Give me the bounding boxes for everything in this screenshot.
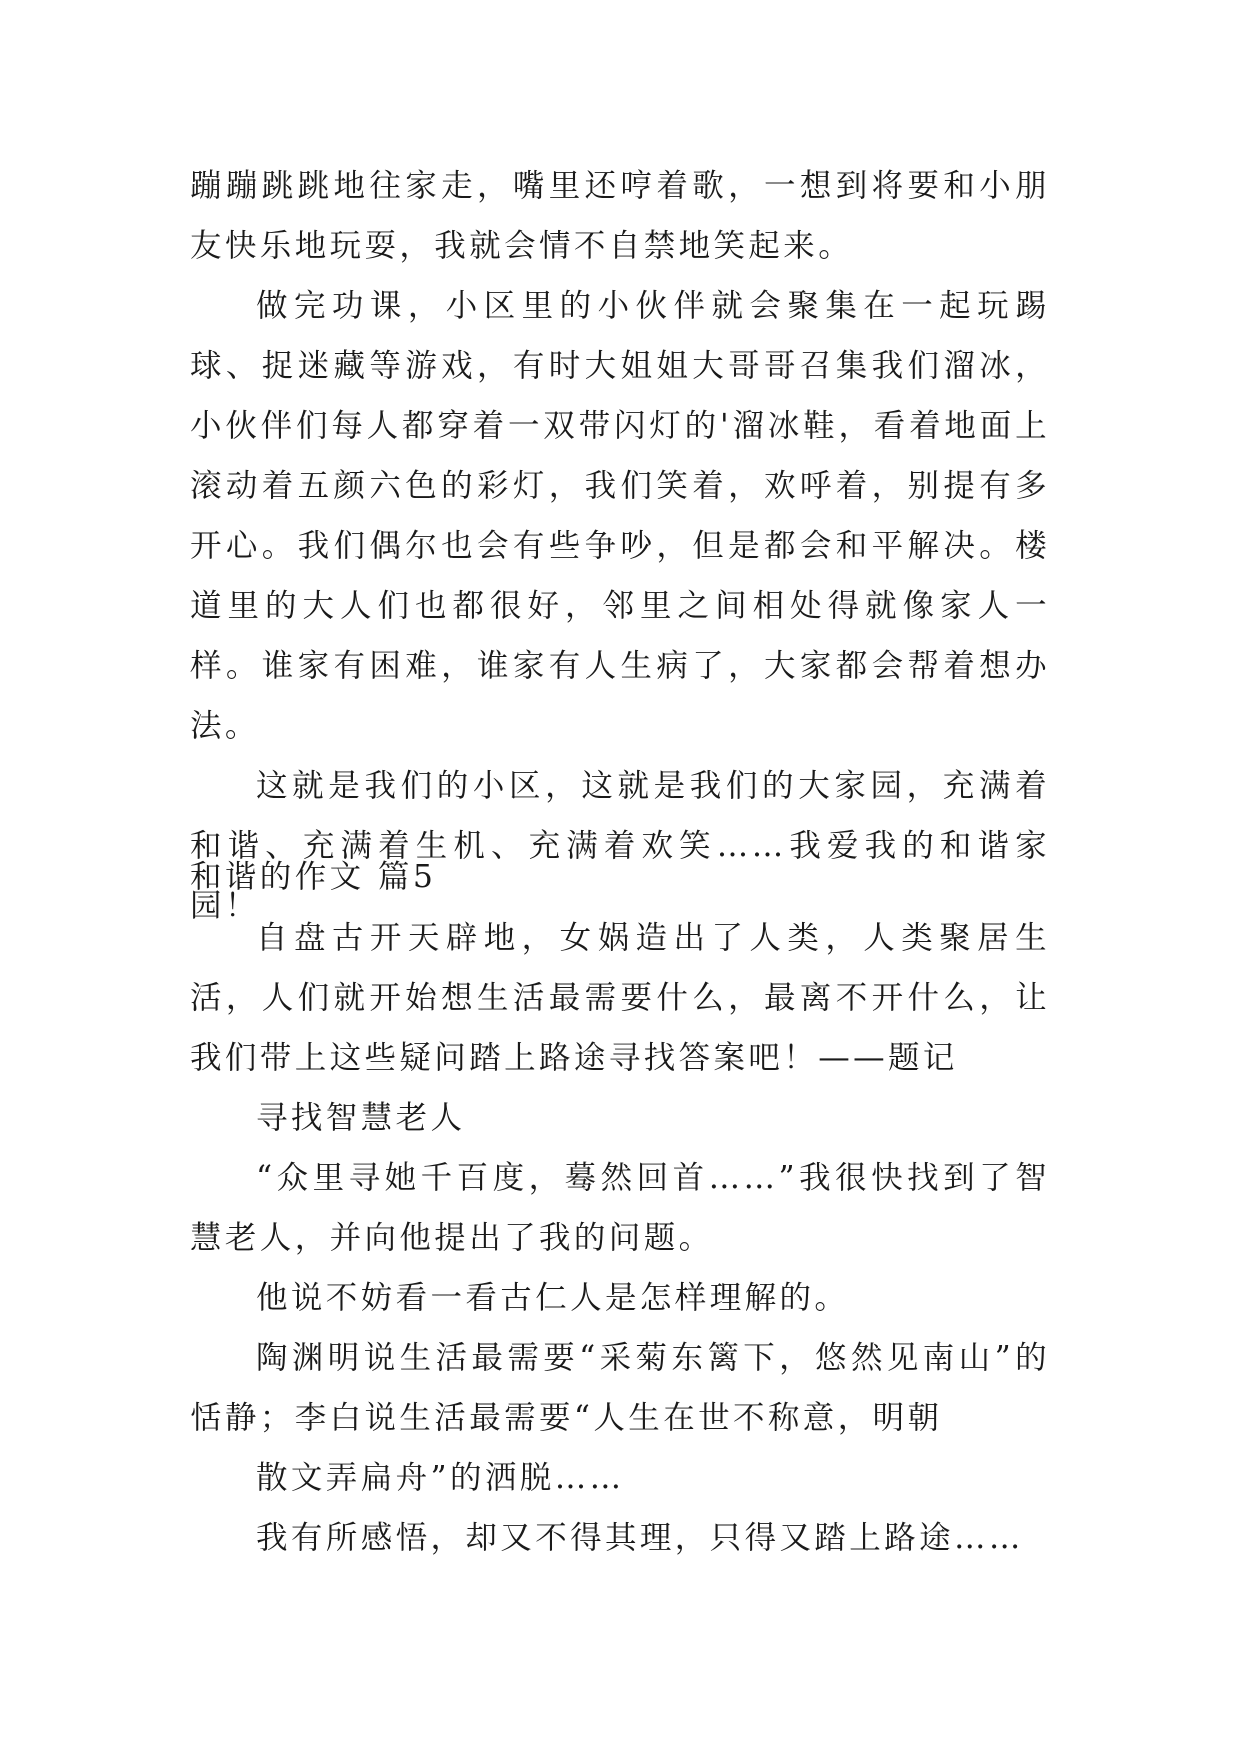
paragraph: “众里寻她千百度，蓦然回首……”我很快找到了智慧老人，并向他提出了我的问题。 xyxy=(190,1160,1050,1256)
paragraph: 我有所感悟，却又不得其理，只得又踏上路途…… xyxy=(256,1520,1024,1556)
paragraph: 散文弄扁舟”的洒脱…… xyxy=(256,1460,625,1496)
paragraph: 做完功课，小区里的小伙伴就会聚集在一起玩踢球、捉迷藏等游戏，有时大姐姐大哥哥召集我们溜冰，小伙伴们每人都穿着一双带闪灯的'溜冰鞋，看着地面上滚动着五颜六色的彩灯，我们笑着，欢呼着，别提有多开心。我们偶尔也会有些争吵，但是都会和平解决。楼道里的大人们也都很好，邻里之间相处得就像家人一样。谁家有困难，谁家有人生病了，大家都会帮着想办法。 xyxy=(190,288,1050,744)
section-heading: 和谐的作文 篇5 xyxy=(190,859,437,895)
paragraph: 自盘古开天辟地，女娲造出了人类，人类聚居生活，人们就开始想生活最需要什么，最离不开什么，让我们带上这些疑问踏上路途寻找答案吧！——题记 xyxy=(190,920,1050,1076)
paragraph: 蹦蹦跳跳地往家走，嘴里还哼着歌，一想到将要和小朋友快乐地玩耍，我就会情不自禁地笑起来。 xyxy=(190,168,1050,264)
essay-body-bottom xyxy=(190,908,1050,1568)
paragraph: 寻找智慧老人 xyxy=(256,1100,466,1136)
paragraph: 陶渊明说生活最需要“采菊东篱下，悠然见南山”的恬静；李白说生活最需要“人生在世不称意，明朝 xyxy=(190,1340,1050,1436)
essay-body-top xyxy=(190,156,1050,936)
paragraph: 他说不妨看一看古仁人是怎样理解的。 xyxy=(256,1280,850,1316)
paragraph: 这就是我们的小区，这就是我们的大家园，充满着和谐、充满着生机、充满着欢笑……我爱我的和谐家园！ xyxy=(190,768,1050,924)
